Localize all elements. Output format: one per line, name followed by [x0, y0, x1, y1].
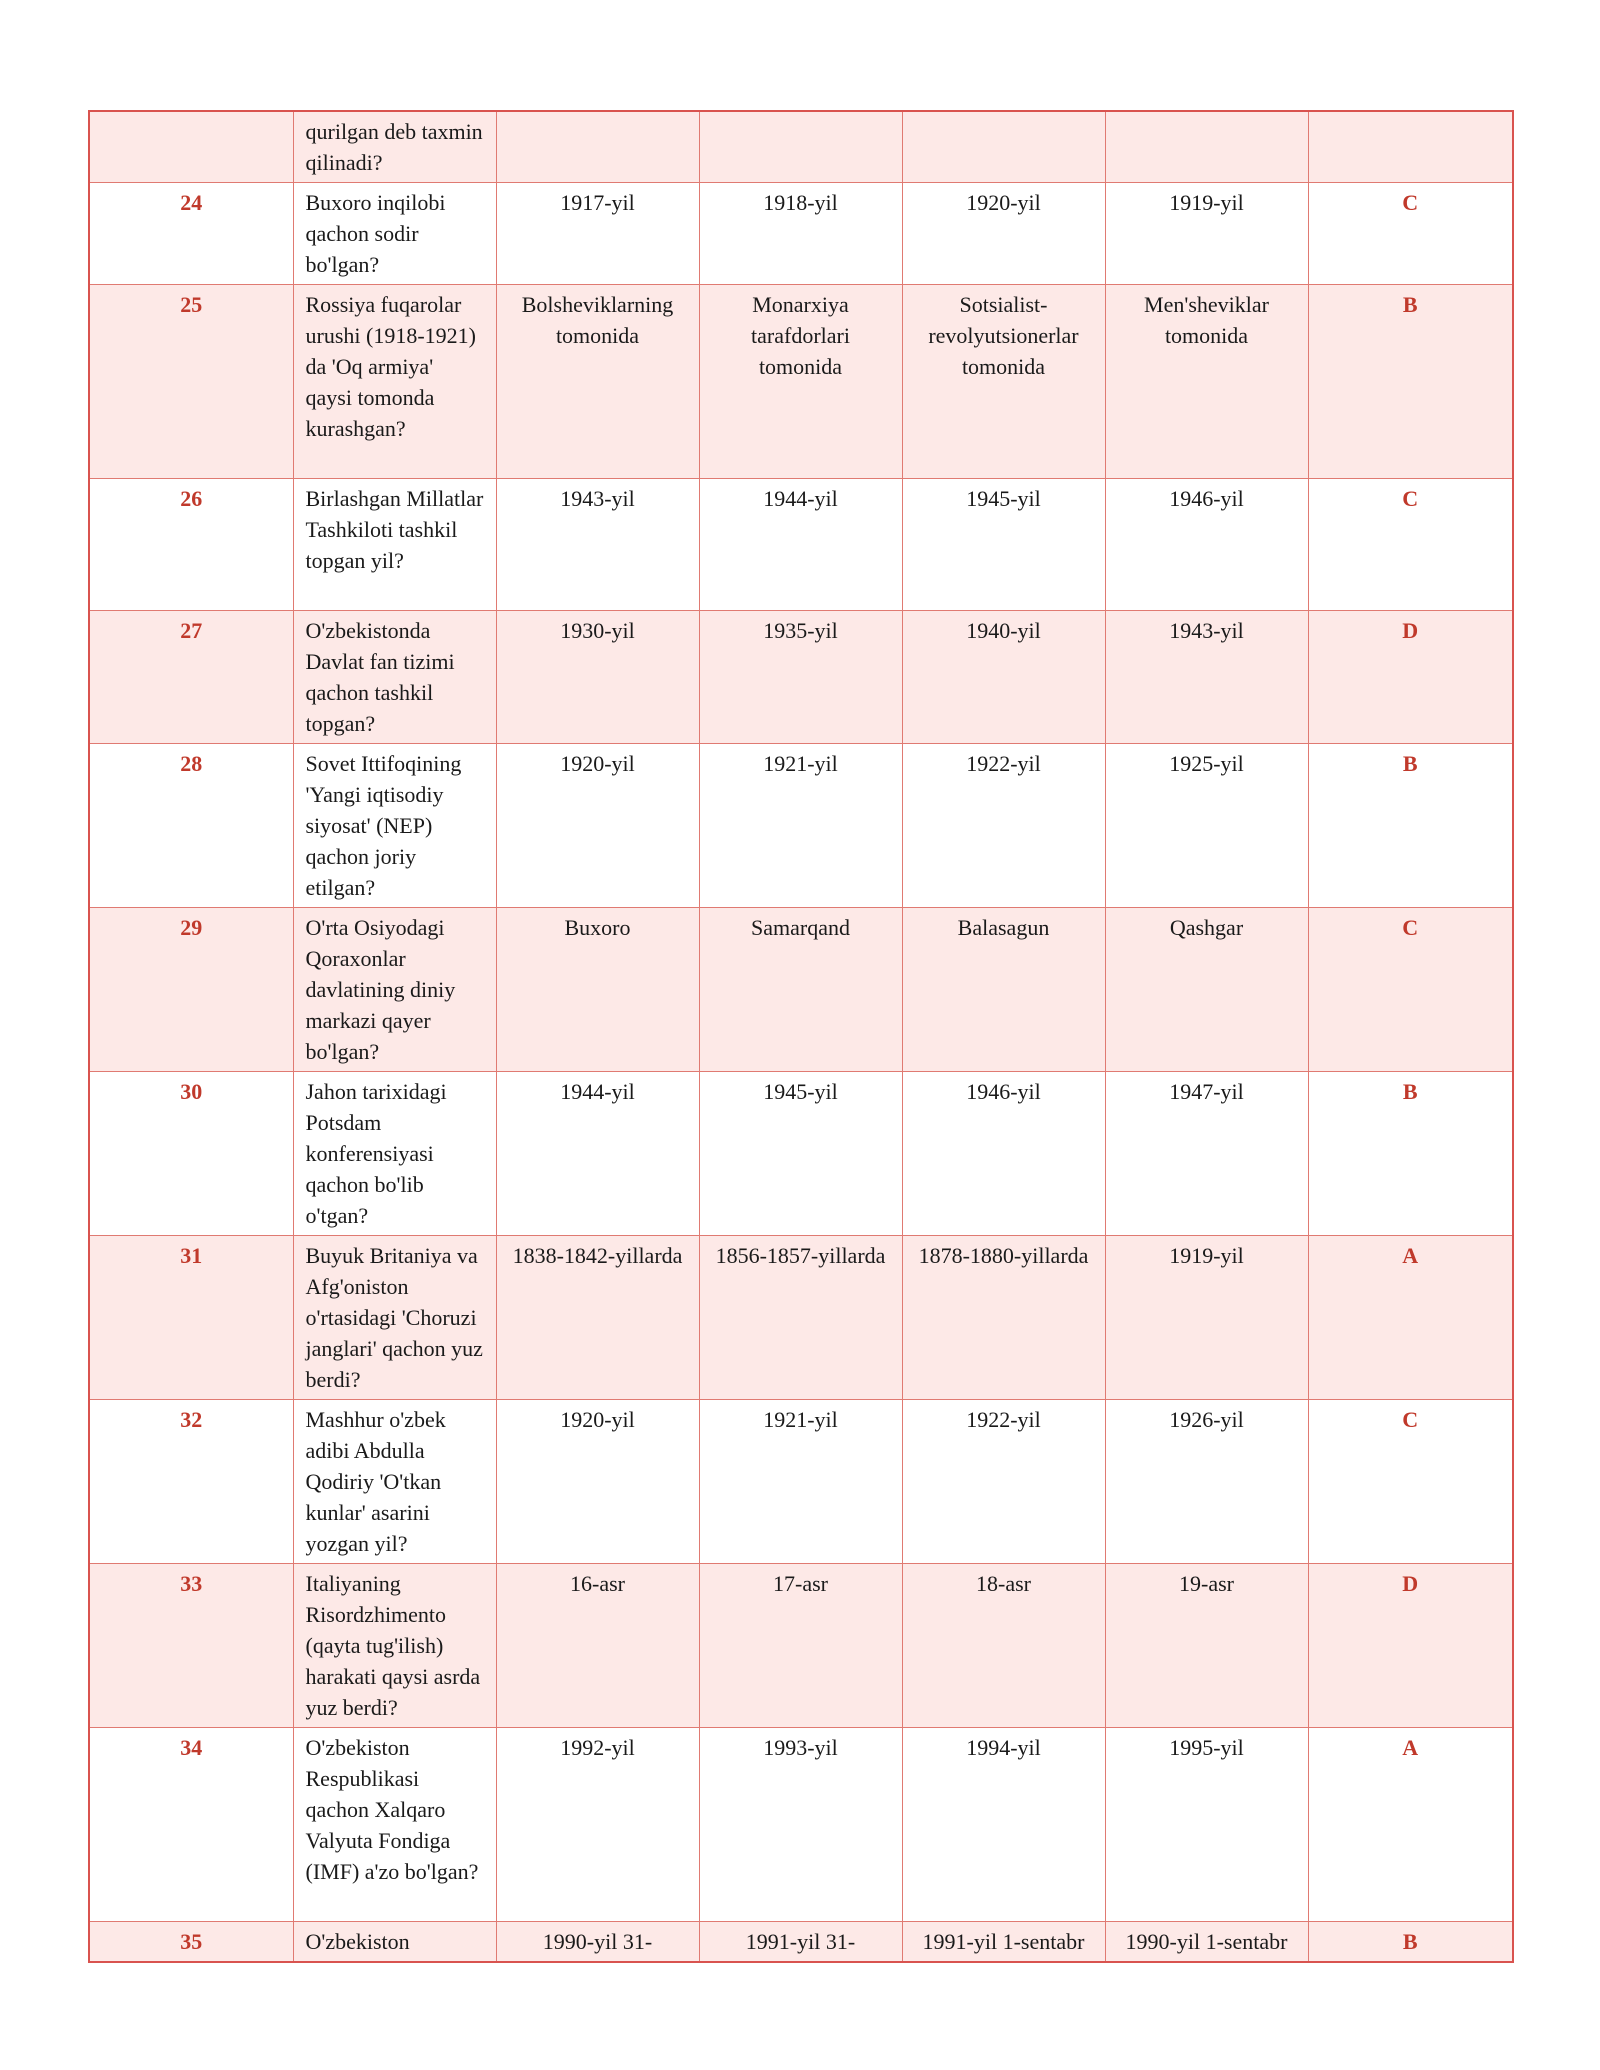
option-c: 1994-yil [902, 1728, 1105, 1922]
option-b: 1944-yil [699, 479, 902, 611]
option-c: 1878-1880-yillarda [902, 1236, 1105, 1400]
option-d: 1946-yil [1105, 479, 1308, 611]
questions-table [88, 110, 1514, 1963]
option-a: 1992-yil [496, 1728, 699, 1922]
question-number: 26 [89, 479, 293, 611]
option-d: 1919-yil [1105, 1236, 1308, 1400]
answer-key: B [1308, 1922, 1513, 1963]
table-row [89, 285, 1513, 479]
table-row [89, 111, 1513, 183]
option-c: 1991-yil 1-sentabr [902, 1922, 1105, 1963]
table-row [89, 1236, 1513, 1400]
question-number: 34 [89, 1728, 293, 1922]
option-c: 1946-yil [902, 1072, 1105, 1236]
question-number: 33 [89, 1564, 293, 1728]
question-text: Birlashgan Millatlar Tashkiloti tashkil topgan yil? [293, 479, 496, 611]
question-number: 30 [89, 1072, 293, 1236]
question-text: Mashhur o'zbek adibi Abdulla Qodiriy 'O'tkan kunlar' asarini yozgan yil? [293, 1400, 496, 1564]
option-a: Buxoro [496, 908, 699, 1072]
answer-key: C [1308, 908, 1513, 1072]
option-c: 1922-yil [902, 744, 1105, 908]
option-d: 19-asr [1105, 1564, 1308, 1728]
question-text: O'rta Osiyodagi Qoraxonlar davlatining diniy markazi qayer bo'lgan? [293, 908, 496, 1072]
question-number: 32 [89, 1400, 293, 1564]
option-c [902, 111, 1105, 183]
option-c: 18-asr [902, 1564, 1105, 1728]
question-text: Sovet Ittifoqining 'Yangi iqtisodiy siyosat' (NEP) qachon joriy etilgan? [293, 744, 496, 908]
option-d: Qashgar [1105, 908, 1308, 1072]
answer-key: C [1308, 479, 1513, 611]
option-b [699, 111, 902, 183]
option-a: 1838-1842-yillarda [496, 1236, 699, 1400]
answer-key: D [1308, 611, 1513, 744]
question-text: O'zbekiston [293, 1922, 496, 1963]
answer-key [1308, 111, 1513, 183]
option-c: Sotsialist-revolyutsionerlar tomonida [902, 285, 1105, 479]
option-d: 1990-yil 1-sentabr [1105, 1922, 1308, 1963]
question-number [89, 111, 293, 183]
option-b: 1991-yil 31- [699, 1922, 902, 1963]
question-number: 28 [89, 744, 293, 908]
question-text: Jahon tarixidagi Potsdam konferensiyasi qachon bo'lib o'tgan? [293, 1072, 496, 1236]
table-row [89, 1728, 1513, 1922]
option-d: 1947-yil [1105, 1072, 1308, 1236]
option-a: 1920-yil [496, 744, 699, 908]
question-text: O'zbekiston Respublikasi qachon Xalqaro Valyuta Fondiga (IMF) a'zo bo'lgan? [293, 1728, 496, 1922]
option-a: 1990-yil 31- [496, 1922, 699, 1963]
table-row [89, 908, 1513, 1072]
option-d [1105, 111, 1308, 183]
table-row [89, 1400, 1513, 1564]
answer-key: C [1308, 183, 1513, 285]
answer-key: B [1308, 285, 1513, 479]
option-b: Samarqand [699, 908, 902, 1072]
answer-key: C [1308, 1400, 1513, 1564]
answer-key: D [1308, 1564, 1513, 1728]
option-a: Bolsheviklarning tomonida [496, 285, 699, 479]
question-number: 31 [89, 1236, 293, 1400]
answer-key: B [1308, 1072, 1513, 1236]
option-c: Balasagun [902, 908, 1105, 1072]
option-c: 1922-yil [902, 1400, 1105, 1564]
question-text: Buyuk Britaniya va Afg'oniston o'rtasidagi 'Choruzi janglari' qachon yuz berdi? [293, 1236, 496, 1400]
option-b: 1945-yil [699, 1072, 902, 1236]
question-text: Buxoro inqilobi qachon sodir bo'lgan? [293, 183, 496, 285]
question-number: 29 [89, 908, 293, 1072]
option-b: 1856-1857-yillarda [699, 1236, 902, 1400]
question-text: Italiyaning Risordzhimento (qayta tug'ilish) harakati qaysi asrda yuz berdi? [293, 1564, 496, 1728]
option-b: 1921-yil [699, 744, 902, 908]
option-b: 1993-yil [699, 1728, 902, 1922]
option-d: 1926-yil [1105, 1400, 1308, 1564]
page [88, 110, 1512, 1963]
table-row [89, 183, 1513, 285]
option-c: 1945-yil [902, 479, 1105, 611]
option-b: Monarxiya tarafdorlari tomonida [699, 285, 902, 479]
answer-key: A [1308, 1236, 1513, 1400]
option-d: Men'sheviklar tomonida [1105, 285, 1308, 479]
option-b: 17-asr [699, 1564, 902, 1728]
option-b: 1935-yil [699, 611, 902, 744]
question-text: qurilgan deb taxmin qilinadi? [293, 111, 496, 183]
option-a: 1943-yil [496, 479, 699, 611]
option-b: 1918-yil [699, 183, 902, 285]
option-d: 1925-yil [1105, 744, 1308, 908]
option-a: 1917-yil [496, 183, 699, 285]
option-d: 1943-yil [1105, 611, 1308, 744]
question-text: O'zbekistonda Davlat fan tizimi qachon tashkil topgan? [293, 611, 496, 744]
answer-key: B [1308, 744, 1513, 908]
option-c: 1940-yil [902, 611, 1105, 744]
option-a: 16-asr [496, 1564, 699, 1728]
table-row [89, 744, 1513, 908]
table-row [89, 479, 1513, 611]
question-number: 24 [89, 183, 293, 285]
table-body [89, 111, 1513, 1962]
table-row [89, 1564, 1513, 1728]
question-text: Rossiya fuqarolar urushi (1918-1921) da 'Oq armiya' qaysi tomonda kurashgan? [293, 285, 496, 479]
table-row [89, 1072, 1513, 1236]
option-c: 1920-yil [902, 183, 1105, 285]
question-number: 25 [89, 285, 293, 479]
table-row [89, 611, 1513, 744]
option-d: 1995-yil [1105, 1728, 1308, 1922]
question-number: 27 [89, 611, 293, 744]
answer-key: A [1308, 1728, 1513, 1922]
question-number: 35 [89, 1922, 293, 1963]
table-row [89, 1922, 1513, 1963]
option-a: 1930-yil [496, 611, 699, 744]
option-a [496, 111, 699, 183]
option-a: 1944-yil [496, 1072, 699, 1236]
option-b: 1921-yil [699, 1400, 902, 1564]
option-a: 1920-yil [496, 1400, 699, 1564]
option-d: 1919-yil [1105, 183, 1308, 285]
